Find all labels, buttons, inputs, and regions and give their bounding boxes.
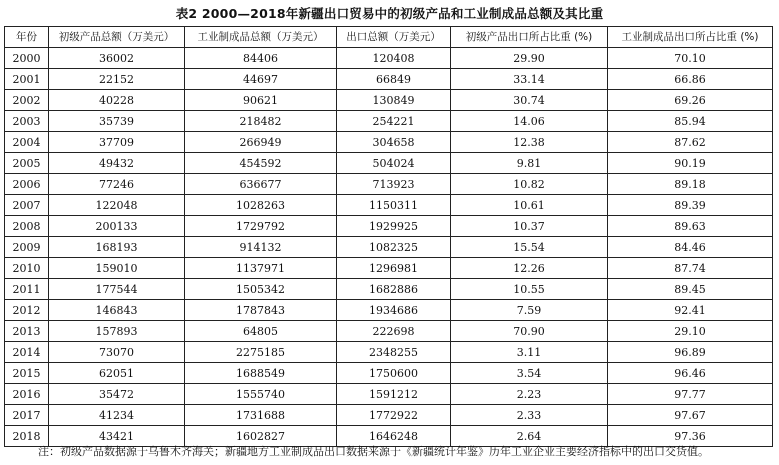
cell-export-total: 130849 (337, 90, 451, 111)
cell-primary-share: 2.23 (451, 384, 608, 405)
table-body (5, 48, 773, 447)
export-data-table (4, 26, 773, 447)
cell-primary-share: 15.54 (451, 237, 608, 258)
cell-primary-total: 49432 (49, 153, 185, 174)
cell-primary-total: 22152 (49, 69, 185, 90)
cell-manufactured-total: 1731688 (185, 405, 337, 426)
cell-manufactured-total: 1555740 (185, 384, 337, 405)
cell-primary-share: 7.59 (451, 300, 608, 321)
cell-year: 2001 (5, 69, 49, 90)
cell-year: 2015 (5, 363, 49, 384)
cell-primary-share: 3.11 (451, 342, 608, 363)
cell-manufactured-total: 1688549 (185, 363, 337, 384)
cell-export-total: 1591212 (337, 384, 451, 405)
cell-primary-total: 37709 (49, 132, 185, 153)
table-row (5, 90, 773, 111)
cell-manufactured-total: 1787843 (185, 300, 337, 321)
cell-year: 2017 (5, 405, 49, 426)
cell-primary-total: 35472 (49, 384, 185, 405)
cell-year: 2004 (5, 132, 49, 153)
table-row (5, 258, 773, 279)
cell-year: 2005 (5, 153, 49, 174)
table-row (5, 237, 773, 258)
cell-manufactured-share: 97.77 (608, 384, 773, 405)
cell-year: 2018 (5, 426, 49, 447)
table-row (5, 216, 773, 237)
cell-manufactured-total: 1505342 (185, 279, 337, 300)
table-row (5, 153, 773, 174)
table-row (5, 363, 773, 384)
table-footnote: 注：初级产品数据源于乌鲁木齐海关；新疆地方工业制成品出口数据来源于《新疆统计年鉴》历年工业企业主要经济指标中的出口交货值。 (38, 445, 709, 458)
cell-export-total: 1934686 (337, 300, 451, 321)
header-year: 年份 (5, 27, 49, 48)
table-header-row (5, 27, 773, 48)
cell-manufactured-share: 84.46 (608, 237, 773, 258)
cell-export-total: 120408 (337, 48, 451, 69)
cell-year: 2006 (5, 174, 49, 195)
cell-manufactured-total: 454592 (185, 153, 337, 174)
cell-manufactured-share: 66.86 (608, 69, 773, 90)
cell-primary-total: 43421 (49, 426, 185, 447)
cell-manufactured-total: 1028263 (185, 195, 337, 216)
cell-primary-total: 159010 (49, 258, 185, 279)
cell-manufactured-share: 29.10 (608, 321, 773, 342)
table-row (5, 48, 773, 69)
cell-primary-share: 30.74 (451, 90, 608, 111)
cell-manufactured-share: 90.19 (608, 153, 773, 174)
table-title: 表2 2000—2018年新疆出口贸易中的初级产品和工业制成品总额及其比重 (175, 6, 604, 21)
cell-manufactured-share: 87.62 (608, 132, 773, 153)
cell-year: 2003 (5, 111, 49, 132)
table-row (5, 132, 773, 153)
cell-primary-total: 73070 (49, 342, 185, 363)
header-manufactured-goods-total: 工业制成品总额（万美元） (185, 27, 337, 48)
cell-primary-share: 3.54 (451, 363, 608, 384)
cell-manufactured-share: 89.45 (608, 279, 773, 300)
cell-primary-share: 9.81 (451, 153, 608, 174)
cell-export-total: 1150311 (337, 195, 451, 216)
cell-primary-total: 40228 (49, 90, 185, 111)
cell-manufactured-share: 92.41 (608, 300, 773, 321)
cell-manufactured-total: 84406 (185, 48, 337, 69)
header-primary-products-total: 初级产品总额（万美元） (49, 27, 185, 48)
cell-primary-total: 157893 (49, 321, 185, 342)
cell-export-total: 1296981 (337, 258, 451, 279)
table-row (5, 321, 773, 342)
header-primary-share: 初级产品出口所占比重 (%) (451, 27, 608, 48)
cell-manufactured-total: 914132 (185, 237, 337, 258)
cell-year: 2009 (5, 237, 49, 258)
header-export-total: 出口总额（万美元） (337, 27, 451, 48)
table-row (5, 195, 773, 216)
cell-primary-share: 2.33 (451, 405, 608, 426)
cell-year: 2008 (5, 216, 49, 237)
cell-year: 2011 (5, 279, 49, 300)
cell-manufactured-share: 97.36 (608, 426, 773, 447)
cell-manufactured-total: 64805 (185, 321, 337, 342)
cell-manufactured-total: 90621 (185, 90, 337, 111)
cell-primary-share: 33.14 (451, 69, 608, 90)
cell-manufactured-total: 2275185 (185, 342, 337, 363)
table-row (5, 342, 773, 363)
cell-primary-total: 41234 (49, 405, 185, 426)
cell-year: 2012 (5, 300, 49, 321)
cell-primary-total: 200133 (49, 216, 185, 237)
cell-export-total: 254221 (337, 111, 451, 132)
cell-export-total: 1082325 (337, 237, 451, 258)
table-row (5, 69, 773, 90)
cell-manufactured-share: 97.67 (608, 405, 773, 426)
table-row (5, 300, 773, 321)
cell-manufactured-share: 96.46 (608, 363, 773, 384)
cell-export-total: 66849 (337, 69, 451, 90)
table-row (5, 279, 773, 300)
table-row (5, 384, 773, 405)
cell-export-total: 1929925 (337, 216, 451, 237)
cell-export-total: 713923 (337, 174, 451, 195)
cell-primary-share: 14.06 (451, 111, 608, 132)
cell-primary-share: 10.37 (451, 216, 608, 237)
table-row (5, 174, 773, 195)
cell-export-total: 504024 (337, 153, 451, 174)
cell-primary-share: 10.82 (451, 174, 608, 195)
cell-manufactured-total: 218482 (185, 111, 337, 132)
cell-manufactured-share: 89.63 (608, 216, 773, 237)
cell-primary-share: 29.90 (451, 48, 608, 69)
cell-manufactured-share: 69.26 (608, 90, 773, 111)
cell-primary-total: 36002 (49, 48, 185, 69)
cell-manufactured-share: 89.18 (608, 174, 773, 195)
cell-manufactured-share: 85.94 (608, 111, 773, 132)
cell-primary-share: 70.90 (451, 321, 608, 342)
cell-primary-total: 62051 (49, 363, 185, 384)
cell-manufactured-total: 1602827 (185, 426, 337, 447)
cell-export-total: 222698 (337, 321, 451, 342)
cell-year: 2010 (5, 258, 49, 279)
cell-manufactured-total: 44697 (185, 69, 337, 90)
cell-year: 2016 (5, 384, 49, 405)
cell-manufactured-share: 96.89 (608, 342, 773, 363)
cell-manufactured-share: 89.39 (608, 195, 773, 216)
cell-primary-total: 168193 (49, 237, 185, 258)
cell-primary-total: 35739 (49, 111, 185, 132)
cell-export-total: 304658 (337, 132, 451, 153)
cell-primary-total: 122048 (49, 195, 185, 216)
cell-manufactured-share: 87.74 (608, 258, 773, 279)
cell-export-total: 1772922 (337, 405, 451, 426)
cell-manufactured-share: 70.10 (608, 48, 773, 69)
cell-primary-share: 12.38 (451, 132, 608, 153)
cell-export-total: 1682886 (337, 279, 451, 300)
cell-year: 2013 (5, 321, 49, 342)
cell-year: 2014 (5, 342, 49, 363)
cell-manufactured-total: 1729792 (185, 216, 337, 237)
cell-primary-share: 12.26 (451, 258, 608, 279)
table-row (5, 111, 773, 132)
cell-primary-total: 177544 (49, 279, 185, 300)
cell-export-total: 1750600 (337, 363, 451, 384)
header-manufactured-share: 工业制成品出口所占比重 (%) (608, 27, 773, 48)
cell-primary-share: 10.61 (451, 195, 608, 216)
cell-year: 2007 (5, 195, 49, 216)
cell-primary-share: 10.55 (451, 279, 608, 300)
cell-primary-total: 146843 (49, 300, 185, 321)
cell-export-total: 2348255 (337, 342, 451, 363)
cell-year: 2002 (5, 90, 49, 111)
cell-primary-share: 2.64 (451, 426, 608, 447)
table-row (5, 405, 773, 426)
cell-manufactured-total: 636677 (185, 174, 337, 195)
cell-year: 2000 (5, 48, 49, 69)
cell-manufactured-total: 266949 (185, 132, 337, 153)
cell-primary-total: 77246 (49, 174, 185, 195)
cell-manufactured-total: 1137971 (185, 258, 337, 279)
cell-export-total: 1646248 (337, 426, 451, 447)
